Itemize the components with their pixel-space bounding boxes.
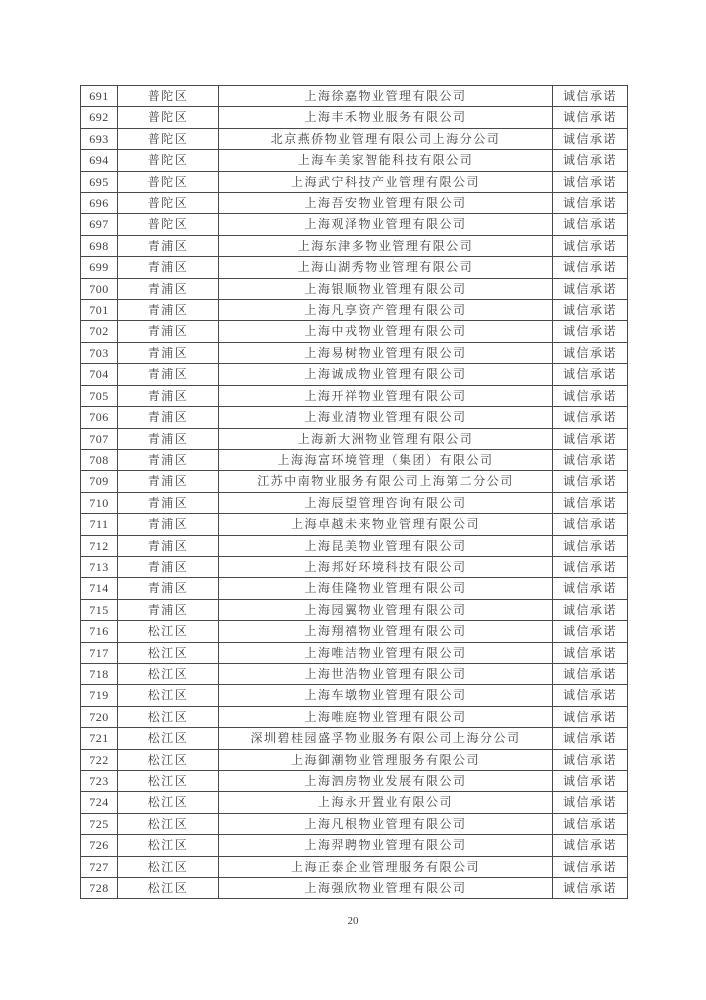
row-number: 702 bbox=[81, 321, 118, 342]
row-status: 诚信承诺 bbox=[553, 86, 628, 107]
row-number: 719 bbox=[81, 685, 118, 706]
row-number: 726 bbox=[81, 835, 118, 856]
row-number: 701 bbox=[81, 300, 118, 321]
row-number: 694 bbox=[81, 150, 118, 171]
row-company: 上海昆美物业管理有限公司 bbox=[219, 535, 553, 556]
row-number: 697 bbox=[81, 214, 118, 235]
row-number: 717 bbox=[81, 642, 118, 663]
row-company: 上海山湖秀物业管理有限公司 bbox=[219, 257, 553, 278]
row-number: 700 bbox=[81, 278, 118, 299]
row-company: 上海羿聘物业管理有限公司 bbox=[219, 835, 553, 856]
row-district: 松江区 bbox=[118, 878, 219, 899]
row-number: 696 bbox=[81, 193, 118, 214]
row-company: 上海翔禧物业管理有限公司 bbox=[219, 621, 553, 642]
row-district: 青浦区 bbox=[118, 535, 219, 556]
row-company: 上海唯庭物业管理有限公司 bbox=[219, 706, 553, 727]
row-number: 692 bbox=[81, 107, 118, 128]
row-district: 松江区 bbox=[118, 771, 219, 792]
table-row bbox=[81, 792, 628, 813]
row-company: 上海凡根物业管理有限公司 bbox=[219, 813, 553, 834]
row-number: 725 bbox=[81, 813, 118, 834]
row-number: 718 bbox=[81, 663, 118, 684]
table-row bbox=[81, 300, 628, 321]
row-district: 青浦区 bbox=[118, 578, 219, 599]
row-company: 江苏中南物业服务有限公司上海第二分公司 bbox=[219, 471, 553, 492]
row-status: 诚信承诺 bbox=[553, 749, 628, 770]
row-status: 诚信承诺 bbox=[553, 514, 628, 535]
row-company: 上海卓越未来物业管理有限公司 bbox=[219, 514, 553, 535]
row-number: 691 bbox=[81, 86, 118, 107]
row-number: 728 bbox=[81, 878, 118, 899]
row-status: 诚信承诺 bbox=[553, 471, 628, 492]
row-company: 上海车美家智能科技有限公司 bbox=[219, 150, 553, 171]
row-status: 诚信承诺 bbox=[553, 278, 628, 299]
table-row bbox=[81, 407, 628, 428]
table-row bbox=[81, 107, 628, 128]
table-row bbox=[81, 214, 628, 235]
row-number: 723 bbox=[81, 771, 118, 792]
table-row bbox=[81, 813, 628, 834]
row-status: 诚信承诺 bbox=[553, 728, 628, 749]
row-status: 诚信承诺 bbox=[553, 642, 628, 663]
row-status: 诚信承诺 bbox=[553, 792, 628, 813]
row-status: 诚信承诺 bbox=[553, 771, 628, 792]
table-row bbox=[81, 514, 628, 535]
table-row bbox=[81, 128, 628, 149]
table-row bbox=[81, 578, 628, 599]
row-company: 上海中戎物业管理有限公司 bbox=[219, 321, 553, 342]
row-number: 716 bbox=[81, 621, 118, 642]
table-row bbox=[81, 257, 628, 278]
row-company: 上海开祥物业管理有限公司 bbox=[219, 385, 553, 406]
row-district: 松江区 bbox=[118, 706, 219, 727]
row-district: 松江区 bbox=[118, 642, 219, 663]
row-status: 诚信承诺 bbox=[553, 128, 628, 149]
row-status: 诚信承诺 bbox=[553, 171, 628, 192]
row-district: 青浦区 bbox=[118, 556, 219, 577]
row-district: 普陀区 bbox=[118, 128, 219, 149]
row-company: 上海辰望管理咨询有限公司 bbox=[219, 492, 553, 513]
row-status: 诚信承诺 bbox=[553, 599, 628, 620]
row-district: 松江区 bbox=[118, 685, 219, 706]
row-number: 720 bbox=[81, 706, 118, 727]
row-district: 普陀区 bbox=[118, 107, 219, 128]
row-status: 诚信承诺 bbox=[553, 257, 628, 278]
row-company: 上海徐嘉物业管理有限公司 bbox=[219, 86, 553, 107]
row-status: 诚信承诺 bbox=[553, 428, 628, 449]
row-company: 上海佳隆物业管理有限公司 bbox=[219, 578, 553, 599]
row-number: 714 bbox=[81, 578, 118, 599]
table-row bbox=[81, 749, 628, 770]
row-status: 诚信承诺 bbox=[553, 492, 628, 513]
row-number: 693 bbox=[81, 128, 118, 149]
row-district: 松江区 bbox=[118, 728, 219, 749]
row-status: 诚信承诺 bbox=[553, 300, 628, 321]
row-district: 松江区 bbox=[118, 856, 219, 877]
row-status: 诚信承诺 bbox=[553, 706, 628, 727]
table-row bbox=[81, 621, 628, 642]
company-roster-table bbox=[80, 85, 628, 899]
table-row bbox=[81, 364, 628, 385]
row-status: 诚信承诺 bbox=[553, 214, 628, 235]
row-district: 青浦区 bbox=[118, 514, 219, 535]
row-status: 诚信承诺 bbox=[553, 150, 628, 171]
row-company: 上海邦好环境科技有限公司 bbox=[219, 556, 553, 577]
row-status: 诚信承诺 bbox=[553, 364, 628, 385]
row-company: 上海永开置业有限公司 bbox=[219, 792, 553, 813]
row-company: 上海泗房物业发展有限公司 bbox=[219, 771, 553, 792]
row-company: 上海海富环境管理（集团）有限公司 bbox=[219, 449, 553, 470]
row-number: 707 bbox=[81, 428, 118, 449]
row-district: 青浦区 bbox=[118, 407, 219, 428]
row-status: 诚信承诺 bbox=[553, 878, 628, 899]
table-row bbox=[81, 171, 628, 192]
row-district: 青浦区 bbox=[118, 599, 219, 620]
row-status: 诚信承诺 bbox=[553, 685, 628, 706]
table-row bbox=[81, 878, 628, 899]
row-district: 青浦区 bbox=[118, 300, 219, 321]
row-district: 普陀区 bbox=[118, 214, 219, 235]
row-company: 上海御潮物业管理服务有限公司 bbox=[219, 749, 553, 770]
row-district: 普陀区 bbox=[118, 193, 219, 214]
row-number: 705 bbox=[81, 385, 118, 406]
row-number: 698 bbox=[81, 235, 118, 256]
row-number: 715 bbox=[81, 599, 118, 620]
table-row bbox=[81, 235, 628, 256]
row-company: 上海强欣物业管理有限公司 bbox=[219, 878, 553, 899]
row-district: 青浦区 bbox=[118, 321, 219, 342]
row-company: 上海银顺物业管理有限公司 bbox=[219, 278, 553, 299]
row-district: 青浦区 bbox=[118, 235, 219, 256]
row-company: 上海观泽物业管理有限公司 bbox=[219, 214, 553, 235]
table-row bbox=[81, 663, 628, 684]
row-district: 松江区 bbox=[118, 792, 219, 813]
row-number: 703 bbox=[81, 342, 118, 363]
row-number: 704 bbox=[81, 364, 118, 385]
table-row bbox=[81, 150, 628, 171]
row-district: 青浦区 bbox=[118, 449, 219, 470]
row-number: 713 bbox=[81, 556, 118, 577]
row-company: 上海世浩物业管理有限公司 bbox=[219, 663, 553, 684]
table-row bbox=[81, 706, 628, 727]
table-row bbox=[81, 856, 628, 877]
row-number: 706 bbox=[81, 407, 118, 428]
row-number: 722 bbox=[81, 749, 118, 770]
row-company: 上海武宁科技产业管理有限公司 bbox=[219, 171, 553, 192]
row-status: 诚信承诺 bbox=[553, 556, 628, 577]
row-status: 诚信承诺 bbox=[553, 321, 628, 342]
row-number: 721 bbox=[81, 728, 118, 749]
row-company: 上海唯洁物业管理有限公司 bbox=[219, 642, 553, 663]
table-row bbox=[81, 556, 628, 577]
row-status: 诚信承诺 bbox=[553, 663, 628, 684]
row-number: 708 bbox=[81, 449, 118, 470]
row-status: 诚信承诺 bbox=[553, 621, 628, 642]
row-company: 深圳碧桂园盛孚物业服务有限公司上海分公司 bbox=[219, 728, 553, 749]
row-status: 诚信承诺 bbox=[553, 535, 628, 556]
row-status: 诚信承诺 bbox=[553, 407, 628, 428]
table-row bbox=[81, 86, 628, 107]
row-status: 诚信承诺 bbox=[553, 835, 628, 856]
row-company: 上海业清物业管理有限公司 bbox=[219, 407, 553, 428]
table-row bbox=[81, 321, 628, 342]
row-district: 青浦区 bbox=[118, 428, 219, 449]
row-district: 松江区 bbox=[118, 813, 219, 834]
row-district: 松江区 bbox=[118, 749, 219, 770]
page-number: 20 bbox=[347, 915, 359, 927]
table-row bbox=[81, 385, 628, 406]
row-company: 上海吾安物业管理有限公司 bbox=[219, 193, 553, 214]
table-row bbox=[81, 685, 628, 706]
row-company: 北京燕侨物业管理有限公司上海分公司 bbox=[219, 128, 553, 149]
row-district: 普陀区 bbox=[118, 171, 219, 192]
row-company: 上海车墩物业管理有限公司 bbox=[219, 685, 553, 706]
row-company: 上海正泰企业管理服务有限公司 bbox=[219, 856, 553, 877]
row-number: 695 bbox=[81, 171, 118, 192]
row-company: 上海诚成物业管理有限公司 bbox=[219, 364, 553, 385]
row-status: 诚信承诺 bbox=[553, 107, 628, 128]
row-company: 上海园翼物业管理有限公司 bbox=[219, 599, 553, 620]
row-number: 710 bbox=[81, 492, 118, 513]
row-status: 诚信承诺 bbox=[553, 856, 628, 877]
row-district: 松江区 bbox=[118, 621, 219, 642]
row-district: 松江区 bbox=[118, 663, 219, 684]
row-company: 上海丰禾物业服务有限公司 bbox=[219, 107, 553, 128]
row-number: 711 bbox=[81, 514, 118, 535]
row-district: 青浦区 bbox=[118, 257, 219, 278]
row-company: 上海新大洲物业管理有限公司 bbox=[219, 428, 553, 449]
row-district: 青浦区 bbox=[118, 385, 219, 406]
row-district: 普陀区 bbox=[118, 150, 219, 171]
row-number: 709 bbox=[81, 471, 118, 492]
table-row bbox=[81, 771, 628, 792]
table-row bbox=[81, 599, 628, 620]
row-number: 724 bbox=[81, 792, 118, 813]
table-row bbox=[81, 728, 628, 749]
row-district: 青浦区 bbox=[118, 278, 219, 299]
row-status: 诚信承诺 bbox=[553, 235, 628, 256]
table-row bbox=[81, 642, 628, 663]
row-district: 青浦区 bbox=[118, 471, 219, 492]
row-district: 松江区 bbox=[118, 835, 219, 856]
row-status: 诚信承诺 bbox=[553, 385, 628, 406]
row-number: 699 bbox=[81, 257, 118, 278]
table-row bbox=[81, 342, 628, 363]
table-row bbox=[81, 492, 628, 513]
table-row bbox=[81, 471, 628, 492]
row-company: 上海凡享资产管理有限公司 bbox=[219, 300, 553, 321]
row-status: 诚信承诺 bbox=[553, 342, 628, 363]
table-row bbox=[81, 278, 628, 299]
row-district: 青浦区 bbox=[118, 342, 219, 363]
row-district: 青浦区 bbox=[118, 364, 219, 385]
table-row bbox=[81, 449, 628, 470]
row-number: 712 bbox=[81, 535, 118, 556]
row-district: 青浦区 bbox=[118, 492, 219, 513]
row-company: 上海易树物业管理有限公司 bbox=[219, 342, 553, 363]
row-status: 诚信承诺 bbox=[553, 578, 628, 599]
table-row bbox=[81, 535, 628, 556]
row-status: 诚信承诺 bbox=[553, 813, 628, 834]
table-row bbox=[81, 428, 628, 449]
row-status: 诚信承诺 bbox=[553, 449, 628, 470]
row-district: 普陀区 bbox=[118, 86, 219, 107]
table-row bbox=[81, 193, 628, 214]
row-status: 诚信承诺 bbox=[553, 193, 628, 214]
row-company: 上海东津多物业管理有限公司 bbox=[219, 235, 553, 256]
table-body bbox=[81, 86, 628, 899]
row-number: 727 bbox=[81, 856, 118, 877]
table-row bbox=[81, 835, 628, 856]
